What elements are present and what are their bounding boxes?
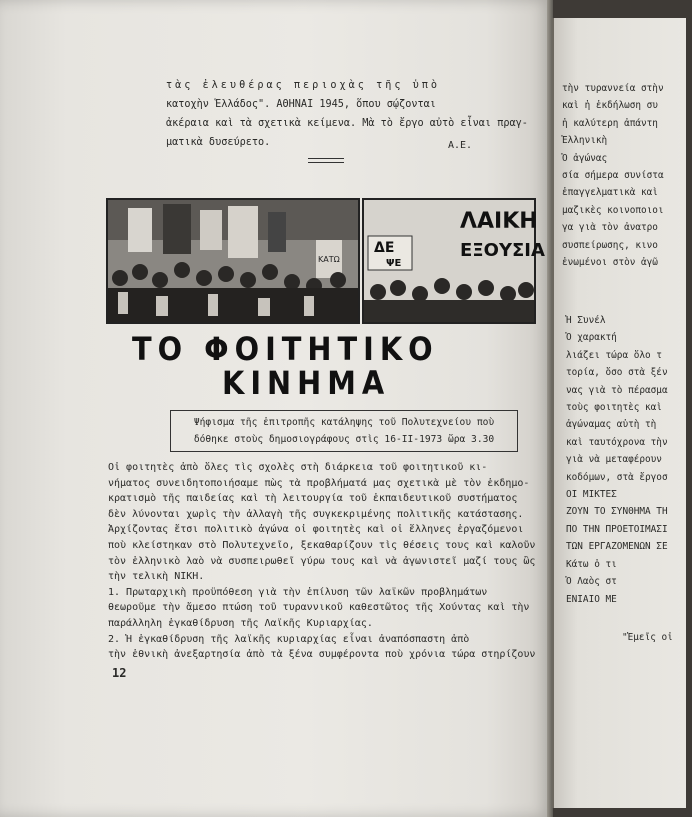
right-line: τὴν τυραννεία στὴν	[562, 83, 664, 94]
sign-text: ΕΞΟΥΣΙΑ	[460, 240, 545, 261]
intro-line: κατοχὴν Ἑλλάδος". ΑΘΗΝΑΙ 1945, ὅπου σῴζονται	[166, 99, 436, 110]
right-page-bottom-text: "Ἐμεῖς οἱ	[622, 632, 673, 643]
body-line: παράλληλη ἐγκαθίδρυση τῆς Λαϊκῆς Κυριαρχίας.	[108, 617, 373, 629]
protest-photo-right	[362, 198, 545, 324]
resolution-caption-box	[170, 410, 518, 452]
right-line: Ὁ ἀγώνας	[562, 152, 608, 164]
right-line: γα γιὰ τὸν ἀνατρο	[562, 222, 658, 234]
right-line: μαζικὲς κοινοποιοι	[562, 204, 664, 216]
right-line: καὶ ταυτόχρονα τὴν	[566, 436, 668, 448]
sign-text: ΔΕ	[374, 240, 395, 256]
author-signature: Α.Ε.	[448, 140, 473, 151]
right-line: κοδόμων, στὰ ἔργοσ	[566, 471, 668, 483]
banner-text: ΚΑΤΩ	[318, 255, 340, 264]
sign-text: ΛΑΙΚΗ	[460, 209, 538, 234]
right-page-middle-text	[566, 312, 668, 608]
body-line: τὸν ἑλληνικὸ λαὸ νὰ συσπειρωθεῖ γύρω τους καὶ νὰ ἀγωνιστεῖ μαζί τους ὣς	[108, 555, 536, 567]
body-line: Ἀρχίζοντας ἔτσι πολιτικὸ ἀγώνα οἱ φοιτητὲς καὶ οἱ ἕλληνες ἐργαζόμενοι	[108, 524, 524, 536]
intro-line: ἀκέραια καὶ τὰ σχετικὰ κείμενα. Μὰ τὸ ἔργο αὐτὸ εἶναι πραγ-	[166, 118, 528, 129]
right-line: ΤΩΝ ΕΡΓΑΖΟΜΕΝΩΝ ΣΕ	[566, 541, 668, 553]
right-line: γιὰ νὰ μεταφέρουν	[566, 454, 662, 466]
body-line: ποὺ κλείστηκαν στὸ Πολυτεχνεῖο, ξεκαθαρίζουν τὶς θέσεις τους καὶ καλοῦν	[108, 539, 536, 551]
right-line: ἐπαγγελματικὰ καὶ	[562, 187, 658, 199]
page-number: 12	[112, 666, 127, 680]
intro-paragraph	[166, 76, 536, 152]
right-page	[552, 18, 686, 808]
right-line: νας γιὰ τὸ πέρασμα	[566, 384, 668, 396]
article-title-line1: ΤΟ ΦΟΙΤΗΤΙΚΟ	[132, 330, 439, 368]
body-line: κρατισμὸ τῆς παιδείας καὶ τὴ λειτουργία τοῦ ἐκπαιδευτικοῦ συστήματος	[108, 493, 518, 505]
right-line: συσπείρωσης, κινο	[562, 239, 658, 251]
intro-line: ματικὰ δυσεύρετο.	[166, 137, 271, 148]
right-line: τορία, ὅσο στὰ ξέν	[566, 367, 668, 379]
right-line: Ὁ Λαὸς στ	[566, 576, 617, 588]
body-line: δὲν λύνονται χωρὶς τὴν ἀλλαγὴ τῆς συγκεκριμένης πολιτικῆς κατάστασης.	[108, 508, 524, 520]
sign-text: ΨΕ	[386, 258, 402, 269]
protest-photo-left	[106, 198, 360, 324]
body-line: 1. Πρωταρχικὴ προϋπόθεση γιὰ τὴν ἐπίλυση τῶν λαϊκῶν προβλημάτων	[108, 586, 488, 598]
body-line: τὴν τελικὴ ΝΙΚΗ.	[108, 571, 205, 583]
body-line: τὴν ἐθνικὴ ἀνεξαρτησία ἀπὸ τὰ ξένα συμφέροντα ποὺ χρόνια τώρα στηρίζουν	[108, 649, 536, 661]
right-line: Ἡ Συνέλ	[566, 315, 606, 326]
body-line: 2. Ἡ ἐγκαθίδρυση τῆς λαϊκῆς κυριαρχίας εἶναι ἀναπόσπαστη ἀπὸ	[108, 633, 470, 645]
right-line: Ὁ χαρακτή	[566, 332, 617, 344]
right-page-top-text	[562, 80, 692, 271]
double-rule-divider	[308, 158, 344, 163]
right-line: τοὺς φοιτητὲς καὶ	[566, 402, 662, 414]
right-line: ΖΟΥΝ ΤΟ ΣΥΝΘΗΜΑ ΤΗ	[566, 506, 668, 518]
caption-line: Ψήφισμα τῆς ἐπιτροπῆς κατάληψης τοῦ Πολυτεχνείου ποὺ	[193, 417, 495, 428]
right-line: σία σήμερα συνίστα	[562, 170, 664, 182]
right-line: καὶ ἡ ἐκδήλωση συ	[562, 100, 658, 112]
intro-line: τὰς ἐλευθέρας περιοχὰς τῆς ὑπὸ	[166, 80, 441, 91]
right-line: ἀγώναμας αὐτὴ τὴ	[566, 419, 657, 431]
article-title-line2: ΚΙΝΗΜΑ	[222, 364, 391, 402]
body-line: θεωροῦμε τὴν ἄμεσο πτώση τοῦ τυραννικοῦ καθεστῶτος τῆς Χούντας καὶ τὴν	[108, 602, 530, 614]
body-line: Οἱ φοιτητὲς ἀπὸ ὅλες τὶς σχολὲς στὴ διάρκεια τοῦ φοιτητικοῦ κι-	[108, 462, 488, 473]
right-line: ἡ καλύτερη ἀπάντη	[562, 117, 658, 129]
right-line: λιάζει τώρα ὅλο τ	[566, 349, 662, 361]
right-line: ἑνωμένοι στὸν ἀγῶ	[562, 257, 658, 269]
right-line: ΠΟ ΤΗΝ ΠΡΟΕΤΟΙΜΑΣΙ	[566, 523, 668, 535]
caption-line: δόθηκε στοὺς δημοσιογράφους στὶς 16-ΙΙ-1973 ὥρα 3.30	[193, 434, 495, 445]
right-line: Κάτω ὁ τι	[566, 558, 617, 570]
right-line: ΟΙ ΜΙΚΤΕΣ	[566, 489, 617, 501]
right-line: Ἑλληνικὴ	[562, 135, 608, 147]
body-line: νήματος συνειδητοποιήσαμε πὼς τὰ προβλήματά μας σχετικὰ μὲ τὸν ἐκδημο-	[108, 477, 530, 489]
right-line: ΕΝΙΑΙΟ ΜΕ	[566, 593, 617, 605]
article-body	[108, 460, 540, 663]
